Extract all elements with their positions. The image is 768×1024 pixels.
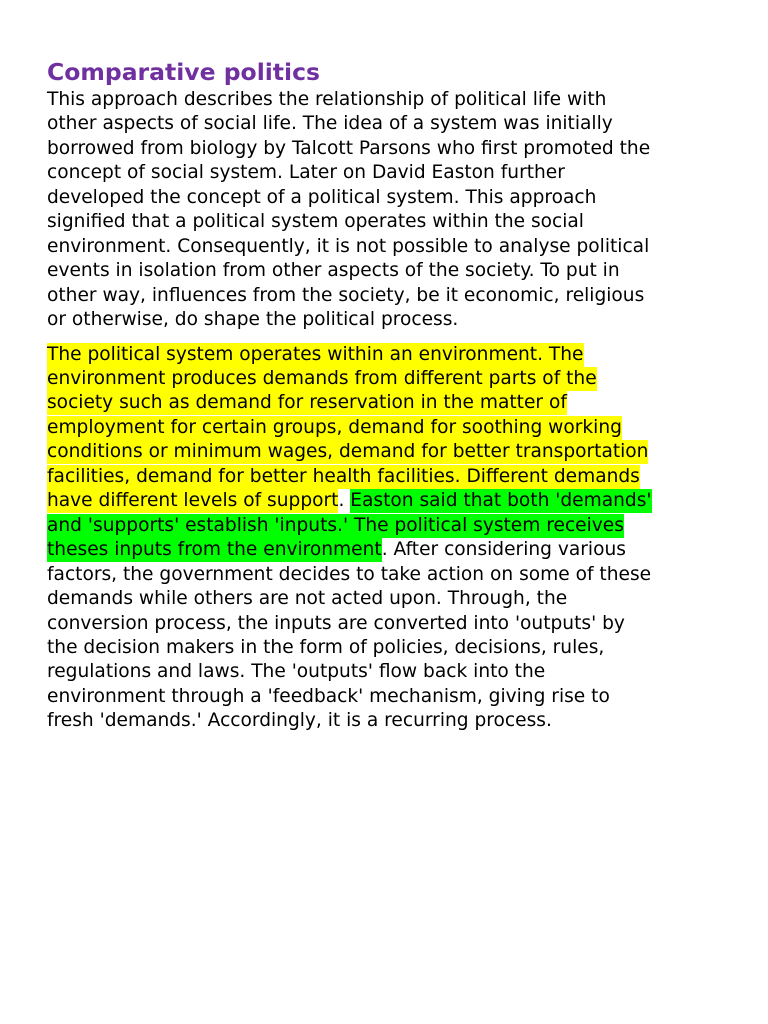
document-page: [47, 56, 727, 734]
text-run: concept of social system. Later on David Easton further: [47, 162, 565, 184]
text-run: factors, the government decides to take action on some of these: [47, 563, 652, 585]
text-run: events in isolation from other aspects of the society. To put in: [47, 260, 620, 282]
text-line: [47, 563, 727, 587]
text-run: conversion process, the inputs are converted into 'outputs' by: [47, 612, 625, 634]
text-line: [47, 235, 727, 259]
text-line: [47, 514, 727, 538]
highlighted-text: theses inputs from the environment: [47, 539, 382, 561]
highlighted-text: have different levels of support: [47, 490, 339, 512]
text-run: the decision makers in the form of policies, decisions, rules,: [47, 636, 605, 658]
text-line: [47, 186, 727, 210]
text-line: [47, 391, 727, 415]
text-line: [47, 538, 727, 562]
paragraph: [47, 343, 727, 734]
text-line: [47, 161, 727, 185]
text-run: regulations and laws. The 'outputs' flow back into the: [47, 661, 546, 683]
text-run: This approach describes the relationship of political life with: [47, 89, 607, 110]
text-run: environment through a 'feedback' mechanism, giving rise to: [47, 685, 610, 707]
highlighted-text: society such as demand for reservation in the matter of: [47, 392, 567, 414]
highlighted-text: The political system operates within an environment. The: [47, 343, 584, 365]
text-run: environment. Consequently, it is not possible to analyse political: [47, 235, 650, 257]
text-line: [47, 112, 727, 136]
paragraph: [47, 88, 727, 333]
text-line: [47, 367, 727, 391]
text-line: [47, 308, 727, 332]
text-line: [47, 465, 727, 489]
text-line: [47, 587, 727, 611]
highlighted-text: employment for certain groups, demand for soothing working: [47, 416, 622, 438]
text-line: [47, 489, 727, 513]
text-line: [47, 440, 727, 464]
document-body: [47, 88, 727, 734]
document-title: Comparative politics: [47, 58, 321, 86]
text-line: [47, 137, 727, 161]
text-run: demands while others are not acted upon. Through, the: [47, 588, 568, 610]
text-line: [47, 88, 727, 112]
text-run: borrowed from biology by Talcott Parsons who first promoted the: [47, 137, 651, 159]
text-line: [47, 259, 727, 283]
text-run: other aspects of social life. The idea of a system was initially: [47, 113, 613, 135]
text-run: fresh 'demands.' Accordingly, it is a recurring process.: [47, 710, 552, 732]
text-run: .: [338, 490, 351, 512]
text-line: [47, 709, 727, 733]
text-run: signified that a political system operates within the social: [47, 211, 584, 233]
text-run: or otherwise, do shape the political process.: [47, 309, 459, 331]
text-line: [47, 343, 727, 367]
text-line: [47, 284, 727, 308]
text-run: . After considering various: [381, 539, 626, 561]
text-line: [47, 685, 727, 709]
highlighted-text: facilities, demand for better health facilities. Different demands: [47, 465, 640, 487]
text-line: [47, 612, 727, 636]
text-line: [47, 416, 727, 440]
highlighted-text: and 'supports' establish 'inputs.' The political system receives: [47, 514, 624, 536]
text-line: [47, 210, 727, 234]
text-line: [47, 660, 727, 684]
text-run: developed the concept of a political system. This approach: [47, 186, 597, 208]
highlighted-text: Easton said that both 'demands': [350, 490, 652, 512]
text-run: other way, influences from the society, be it economic, religious: [47, 284, 645, 306]
text-line: [47, 636, 727, 660]
highlighted-text: conditions or minimum wages, demand for better transportation: [47, 441, 649, 463]
highlighted-text: environment produces demands from different parts of the: [47, 367, 597, 389]
